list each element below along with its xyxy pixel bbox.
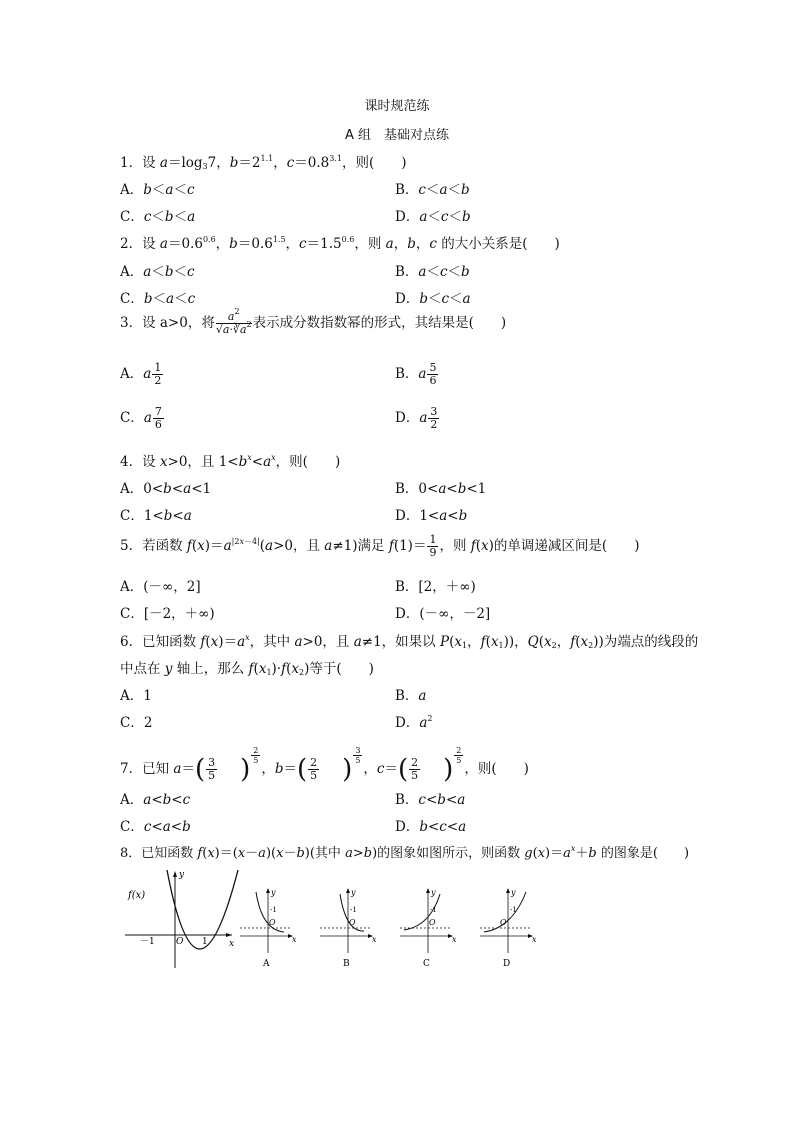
question-1: 1．设 $a=\log_37$，$b=2^{1.1}$，$c=0.8^{3.1}$，则( )	[120, 154, 407, 171]
q6-option-c[interactable]: C．2	[120, 715, 153, 731]
q8-main-tick-minus1: －1	[140, 937, 155, 947]
q2-option-c[interactable]: C．b＜a＜c	[120, 291, 196, 307]
q7-option-a[interactable]: A．a<b<c	[120, 792, 191, 808]
q5-option-a[interactable]: A．(－∞，2]	[120, 579, 201, 595]
question-6-number: 6．	[120, 634, 143, 650]
q8-panel-label-a: A	[263, 959, 270, 969]
q3-option-c[interactable]: C．a $\frac{7}{6}$	[120, 405, 162, 431]
q7-option-b[interactable]: B．c<b<a	[395, 792, 466, 808]
svg-text:x: x	[292, 935, 297, 944]
question-6-line-1: 6．已知函数 $f(x)=a^x$，其中 a>0，且 a≠1，如果以 $P(x_1$，$f(x_1)$)，$Q(x_2$，$f(x_2)$)为端点的线段的	[120, 633, 699, 650]
question-6-line-2: 中点在 y 轴上，那么 $f(x_1)\cdot f(x_2)$等于( )	[120, 661, 374, 677]
question-5-number: 5．	[120, 538, 143, 554]
q8-panel-b	[320, 888, 377, 969]
question-2: 2．设 $a=0.6^{0.6}$，$b=0.6^{1.5}$，$c=1.5^{0.6}$，则 a，b，c 的大小关系是( )	[120, 235, 560, 252]
q8-main-graph	[125, 870, 238, 968]
q3-option-d[interactable]: D．a $\frac{3}{2}$	[395, 405, 438, 431]
q6-option-a[interactable]: A．1	[120, 688, 152, 704]
question-3	[120, 307, 507, 336]
q8-panel-d	[480, 888, 537, 969]
question-8-number: 8．	[120, 846, 142, 861]
svg-text:y: y	[271, 888, 276, 897]
page-title: 课时规范练	[364, 99, 430, 114]
question-5: 5．若函数 $f(x)=a^{|2x-4|}(a>0$，且 a≠1)满足 f(1)＝ $\frac{1}{9}$ ，则 f(x)的单调递减区间是( )	[120, 533, 640, 559]
q8-main-y-label: y	[179, 870, 185, 880]
section-subtitle: A 组 基础对点练	[344, 128, 450, 143]
q3-option-b[interactable]: B．a $\frac{5}{6}$	[395, 361, 437, 387]
question-4: 4．设 x>0，且 $1<b^x<a^x$，则( )	[120, 453, 341, 470]
q5-option-d[interactable]: D．(－∞，－2]	[395, 606, 491, 622]
q1-option-b[interactable]: B．c＜a＜b	[395, 182, 470, 198]
svg-text:O: O	[500, 918, 507, 927]
q5-option-b[interactable]: B．[2，＋∞)	[395, 579, 476, 595]
svg-text:O: O	[349, 918, 356, 927]
svg-text:y: y	[431, 888, 436, 897]
svg-text:-1: -1	[510, 906, 517, 914]
question-1-number: 1．	[120, 155, 143, 171]
q8-panel-label-c: C	[423, 959, 430, 969]
q4-option-c[interactable]: C．1<b<a	[120, 508, 192, 524]
q3-text-after: 表示成分数指数幂的形式，其结果是( )	[252, 315, 507, 331]
q1-option-d[interactable]: D．a＜c＜b	[395, 209, 471, 225]
q6-option-d[interactable]: D．$a^2$	[395, 714, 433, 731]
q8-main-label: f(x)	[128, 890, 146, 901]
question-4-number: 4．	[120, 454, 143, 470]
q4-option-d[interactable]: D．1<a<b	[395, 508, 468, 524]
q8-figure	[120, 868, 550, 973]
svg-text:-1: -1	[270, 906, 277, 914]
question-2-number: 2．	[120, 236, 143, 252]
q8-panel-a	[240, 888, 297, 969]
svg-text:O: O	[429, 918, 436, 927]
svg-text:y: y	[511, 888, 516, 897]
q8-panel-label-b: B	[343, 959, 350, 969]
question-3-number: 3．	[120, 315, 143, 331]
q7-option-c[interactable]: C．c<a<b	[120, 819, 191, 835]
q6-option-b[interactable]: B．a	[395, 688, 427, 704]
q2-option-b[interactable]: B．a＜c＜b	[395, 264, 470, 280]
svg-text:x: x	[372, 935, 377, 944]
question-8: 8．已知函数 f(x)＝(x－a)(x－b)(其中 a>b)的图象如图所示，则函数 $g(x)=a^x+b$ 的图象是( )	[120, 844, 690, 861]
q1-option-a[interactable]: A．b＜a＜c	[120, 182, 195, 198]
svg-text:x: x	[532, 935, 537, 944]
q8-main-x-label: x	[229, 939, 235, 949]
q7-option-d[interactable]: D．b<c<a	[395, 819, 467, 835]
q8-main-origin: O	[176, 937, 184, 947]
q2-option-a[interactable]: A．a＜b＜c	[120, 264, 195, 280]
svg-text:x: x	[452, 935, 457, 944]
q8-main-tick-1: 1	[202, 937, 208, 947]
q5-option-c[interactable]: C．[－2，＋∞)	[120, 606, 215, 622]
q3-option-a[interactable]: A．a $\frac{1}{2}$	[120, 361, 162, 387]
q1-option-c[interactable]: C．c＜b＜a	[120, 209, 196, 225]
question-7: 7．已知 a＝( $\frac{3}{5}$ ) $^{\frac{2}{5}}$ ，b＝( $\frac{2}{5}$ ) $^{\frac{3}{5}}$ ，c＝( $\frac{2}{5}$ ) $^{\frac{2}{5}}$ ，则( )	[120, 746, 529, 785]
q4-option-a[interactable]: A．0<b<a<1	[120, 481, 212, 497]
q3-fraction: $\frac{a^2}{√a\cdot∛a^2}$	[215, 307, 252, 336]
q3-text-before: 设 a>0，将	[142, 315, 215, 331]
q2-option-d[interactable]: D．b＜c＜a	[395, 291, 471, 307]
q4-option-b[interactable]: B．0<a<b<1	[395, 481, 487, 497]
q8-panel-label-d: D	[503, 959, 511, 969]
svg-text:-1: -1	[350, 906, 357, 914]
q8-panel-c	[400, 888, 457, 969]
svg-text:-1: -1	[430, 906, 437, 914]
svg-text:O: O	[269, 918, 276, 927]
svg-text:y: y	[351, 888, 356, 897]
question-7-number: 7．	[120, 761, 143, 777]
